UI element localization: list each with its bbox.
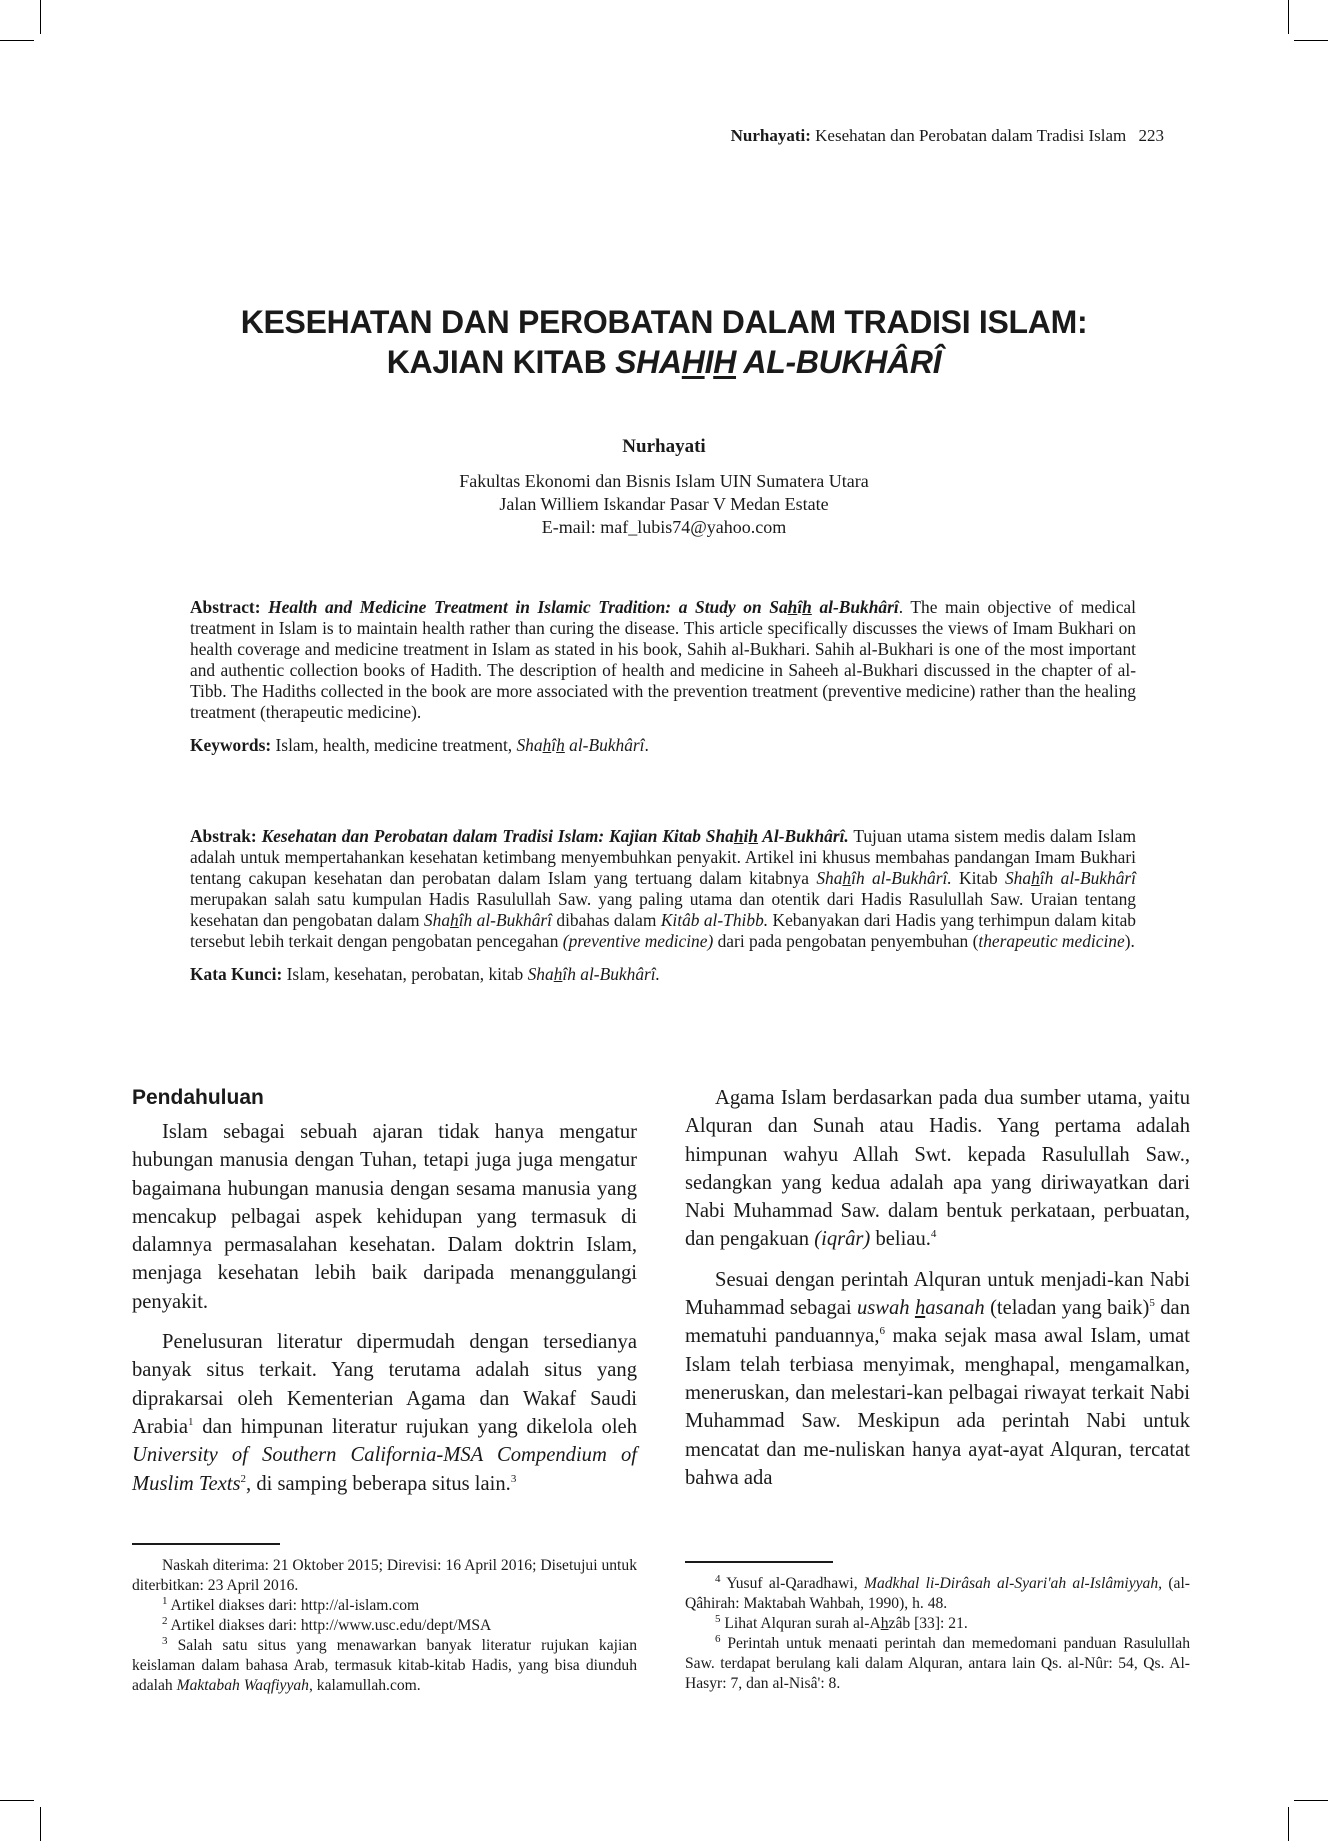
footnotes-left: [132, 1556, 637, 1696]
abs-id-tit-e: Al-Bukhârî.: [758, 826, 849, 846]
footnotes-right: [685, 1574, 1190, 1694]
abs-id-b1b: h: [842, 868, 852, 888]
keywords-id-label: Kata Kunci:: [190, 964, 283, 984]
affiliation-1: Fakultas Ekonomi dan Bisnis Islam UIN Sumatera Utara: [459, 471, 869, 491]
abs-id-b3b: h: [450, 910, 459, 930]
title-it-d: H: [713, 344, 737, 380]
fn5-num: 5: [715, 1612, 721, 1625]
page-number: 223: [1138, 126, 1164, 145]
crop-mark: [0, 1800, 34, 1801]
kw-en-it-d: h: [556, 735, 565, 755]
footnote-3: [132, 1636, 637, 1696]
kw-id-a: Sha: [527, 964, 554, 984]
crop-mark: [1288, 0, 1289, 34]
abs-id-b2: [1005, 868, 1136, 888]
crop-mark: [1294, 1800, 1328, 1801]
fn3-text-b: , kalamullah.com.: [308, 1677, 421, 1694]
abs-id-s4: dibahas dalam: [552, 910, 661, 930]
footnote-rule-right: [685, 1561, 833, 1563]
kw-en-it-b: h: [542, 735, 552, 755]
affiliation-2: Jalan Williem Iskandar Pasar V Medan Estate: [499, 494, 829, 514]
abstract-en-title: [268, 597, 899, 617]
right-p2-c: dan mematuhi panduannya,: [685, 1297, 1190, 1348]
abs-id-tit-b: h: [733, 826, 744, 846]
section-heading: Pendahuluan: [132, 1086, 264, 1109]
abs-id-b3c: îh al-Bukhârî: [458, 910, 552, 930]
received-note: Naskah diterima: 21 Oktober 2015; Direvisi: 16 April 2016; Disetujui untuk diterbitkan: 23 April 2016.: [132, 1557, 637, 1594]
footnote-6: [685, 1634, 1190, 1694]
right-p1-b: beliau.: [870, 1228, 931, 1251]
title-it-c: I: [704, 344, 714, 380]
footnote-ref-5: 5: [1149, 1297, 1155, 1310]
left-paragraph-2: [132, 1328, 637, 1498]
right-p1-italic: (iqrâr): [814, 1228, 871, 1251]
keywords-en-label: Keywords:: [190, 735, 272, 755]
fn5-text-b: zâb [33]: 21.: [888, 1615, 968, 1632]
abs-id-tit-a: Kesehatan dan Perobatan dalam Tradisi Islam: Kajian Kitab Sha: [261, 826, 734, 846]
header-title: Kesehatan dan Perobatan dalam Tradisi Islam: [815, 126, 1127, 145]
abstract-indonesian: [190, 826, 1136, 985]
fn4-italic: Madkhal li-Dirâsah al-Syari'ah al-Islâmiyyah,: [863, 1575, 1163, 1592]
footnote-5: [685, 1614, 1190, 1634]
abstract-id-label: Abstrak:: [190, 826, 257, 846]
footnote-ref-1: 1: [188, 1416, 194, 1429]
abs-id-b3a: Sha: [423, 910, 451, 930]
crop-mark: [40, 0, 41, 34]
abs-id-b2a: Sha: [1004, 868, 1032, 888]
abs-id-b1a: Sha: [816, 868, 843, 888]
keywords-en: [190, 735, 1136, 756]
abs-id-b4: Kitâb al-Thibb.: [660, 910, 769, 930]
fn4-text-a: Yusuf al-Qaradhawi,: [720, 1575, 864, 1592]
fn3-italic: Maktabah Waqfiyyah: [176, 1677, 309, 1694]
abs-en-tit-b: h: [787, 597, 798, 617]
author-block: [164, 434, 1164, 539]
left-p2-c: , di samping beberapa situs lain.: [246, 1472, 511, 1495]
right-p2-it-b: h: [914, 1297, 926, 1320]
abs-id-b1c: îh al-Bukhârî.: [851, 868, 952, 888]
fn2-num: 2: [162, 1614, 168, 1627]
abs-id-b3: [424, 910, 552, 930]
title-italic: [615, 344, 941, 380]
abs-id-b5: (preventive medicine): [562, 931, 714, 951]
title-line-1: KESEHATAN DAN PEROBATAN DALAM TRADISI ISLAM:: [240, 304, 1088, 340]
header-author: Nurhayati:: [730, 126, 811, 145]
right-p2-it-c: asanah: [925, 1297, 985, 1320]
author-name: Nurhayati: [622, 436, 706, 457]
abs-id-s2: Kitab: [951, 868, 1005, 888]
fn5-underline: h: [880, 1615, 889, 1632]
fn4-text-b: (al-Qâhirah: Maktabah Wahbah, 1990), h. 48.: [685, 1575, 1190, 1612]
kw-en-end: .: [644, 735, 649, 755]
abstract-id-title: [262, 826, 849, 846]
abstract-en-body: [190, 597, 1136, 723]
abs-id-tit-d: h: [748, 826, 759, 846]
abs-en-tit-a: Health and Medicine Treatment in Islamic Tradition: a Study on Sa: [268, 597, 788, 617]
abstract-english: [190, 597, 1136, 756]
author-email: E-mail: maf_lubis74@yahoo.com: [541, 517, 787, 537]
abs-en-tit-c: î: [797, 597, 803, 617]
title-it-b: H: [681, 344, 705, 380]
fn1-num: 1: [162, 1594, 168, 1607]
abs-en-tit-e: al-Bukhârî: [811, 597, 899, 617]
title-line-2: [164, 342, 1164, 382]
abs-id-s7: ).: [1124, 931, 1135, 951]
footnote-ref-3: 3: [510, 1472, 517, 1485]
fn4-num: 4: [715, 1572, 721, 1585]
body-column-right: [685, 1084, 1190, 1504]
right-p2-italic: [857, 1297, 985, 1319]
fn3-num: 3: [162, 1634, 168, 1647]
crop-mark: [1294, 40, 1328, 41]
paper-title: [164, 302, 1164, 382]
fn1-text: Artikel diakses dari: http://al-islam.com: [167, 1597, 420, 1614]
left-paragraph-1: Islam sebagai sebuah ajaran tidak hanya mengatur hubungan manusia dengan Tuhan, tetapi juga juga mengatur bagaimana hubungan manusia dengan sesama manusia yang mencakup pelbagai aspek kehidupan yang termasuk di dalamnya permasalahan kesehatan. Dalam doktrin Islam, menjaga kesehatan lebih baik daripada menanggulangi penyakit.: [132, 1121, 637, 1313]
right-p2-a: Sesuai dengan perintah Alquran untuk menjadi-kan Nabi Muhammad sebagai: [685, 1268, 1190, 1320]
crop-mark: [1288, 1807, 1289, 1841]
footnote-ref-6: 6: [879, 1325, 885, 1338]
keywords-en-italic: [516, 735, 644, 755]
abstract-en-text: . The main objective of medical treatment in Islam is to maintain health rather than curing the disease. This article specifically discusses the views of Imam Bukhari on health coverage and medicine treatment in Islam as stated in his book, Sahih al-Bukhari. Sahih al-Bukhari is one of the most important and authentic collection books of Hadith. The description of health and medicine in Saheeh al-Bukhari discussed in the chapter of al-Tibb. The Hadiths collected in the book are more associated with the prevention treatment (preventive medicine) rather than the healing treatment (therapeutic medicine).: [190, 597, 1136, 722]
fn2-text: Artikel diakses dari: http://www.usc.edu/dept/MSA: [167, 1617, 492, 1634]
footnote-2: [132, 1616, 637, 1636]
abs-id-s6: dari pada pengobatan penyembuhan (: [713, 931, 979, 951]
footnote-ref-4: 4: [930, 1228, 937, 1241]
fn3-text-a: Salah satu situs yang menawarkan banyak literatur rujukan kajian keislaman dalam bahasa Arab, termasuk kitab-kitab Hadis, yang bisa diunduh adalah: [132, 1637, 637, 1694]
kw-en-it-a: Sha: [516, 735, 543, 755]
kw-en-it-c: î: [551, 735, 557, 755]
right-p2-b: (teladan yang baik): [984, 1297, 1150, 1320]
kw-id-b: h: [553, 964, 563, 984]
abs-id-b6: therapeutic medicine: [978, 931, 1125, 951]
footnote-rule-left: [132, 1543, 280, 1545]
abs-id-s5: Kebanyakan dari Hadis yang terhimpun dalam kitab tersebut lebih terkait dengan pengobatan pencegahan: [190, 910, 1136, 951]
crop-mark: [40, 1807, 41, 1841]
kw-id-c: îh al-Bukhârî.: [562, 964, 660, 984]
footnote-1: [132, 1596, 637, 1616]
left-p2-italic: University of Southern California-MSA Compendium of Muslim Texts: [132, 1444, 637, 1495]
kw-en-it-e: al-Bukhârî: [564, 735, 645, 755]
keywords-id-text: Islam, kesehatan, perobatan, kitab: [282, 964, 528, 984]
abstract-en-label: Abstract:: [190, 597, 261, 617]
running-header: [731, 126, 1164, 146]
abs-id-s3: merupakan salah satu kumpulan Hadis Rasulullah Saw. yang paling utama dan otentik dari Hadis Rasulullah Saw. Uraian tentang kesehatan dan pengobatan dalam: [190, 889, 1136, 930]
fn6-num: 6: [715, 1632, 721, 1645]
body-column-left: [132, 1084, 637, 1510]
right-p2-it-a: uswah: [856, 1297, 915, 1320]
keywords-id: [190, 964, 1136, 985]
abs-id-s1: Tujuan utama sistem medis dalam Islam adalah untuk mempertahankan kesehatan ketimbang menyembuhkan penyakit. Artikel ini khusus membahas pandangan Imam Bukhari tentang cakupan kesehatan dan perobatan dalam Islam yang tertuang dalam kitabnya: [190, 826, 1136, 888]
title-line-2-prefix: KAJIAN KITAB: [386, 344, 616, 380]
footnote-ref-2: 2: [240, 1472, 247, 1485]
left-p2-a: Penelusuran literatur dipermudah dengan tersedianya banyak situs terkait. Yang terutama adalah situs yang diprakarsai oleh Kementerian Agama dan Wakaf Saudi Arabia: [132, 1331, 637, 1438]
title-it-a: SHA: [615, 344, 682, 380]
right-p1-a: Agama Islam berdasarkan pada dua sumber utama, yaitu Alquran dan Sunah atau Hadis. Yang pertama adalah himpunan wahyu Allah Swt. kepada Rasulullah Saw., sedangkan yang kedua adalah apa yang diriwayatkan dari Nabi Muhammad Saw. dalam bentuk perkataan, perbuatan, dan pengakuan: [685, 1087, 1190, 1251]
abs-id-b2b: h: [1031, 868, 1040, 888]
left-p2-b: dan himpunan literatur rujukan yang dikelola oleh: [193, 1415, 637, 1438]
right-p2-d: maka sejak masa awal Islam, umat Islam telah terbiasa menyimak, menghapal, mengamalkan, meneruskan, dan melestari-kan pelbagai riwayat terkait Nabi Muhammad Saw. Meskipun ada perintah Nabi untuk mencatat dan me-nuliskan hanya ayat-ayat Alquran, tercatat bahwa ada: [685, 1325, 1190, 1489]
title-it-e: AL-BUKHÂRÎ: [736, 344, 942, 380]
keywords-en-text: Islam, health, medicine treatment,: [271, 735, 517, 755]
abs-id-b2c: îh al-Bukhârî: [1039, 868, 1136, 888]
right-paragraph-1: [685, 1084, 1190, 1254]
keywords-id-italic: [528, 964, 660, 984]
right-paragraph-2: [685, 1266, 1190, 1492]
footnote-4: [685, 1574, 1190, 1614]
abstract-id-body: [190, 826, 1136, 952]
crop-mark: [0, 40, 34, 41]
abs-id-tit-c: i: [743, 826, 749, 846]
fn5-text-a: Lihat Alquran surah al-A: [720, 1615, 881, 1632]
abs-id-b1: [816, 868, 951, 888]
abs-en-tit-d: h: [802, 597, 812, 617]
fn6-text: Perintah untuk menaati perintah dan memedomani panduan Rasulullah Saw. terdapat berulang kali dalam Alquran, antara lain Qs. al-Nûr: 54, Qs. Al-Hasyr: 7, dan al-Nisâ': 8.: [685, 1635, 1190, 1692]
